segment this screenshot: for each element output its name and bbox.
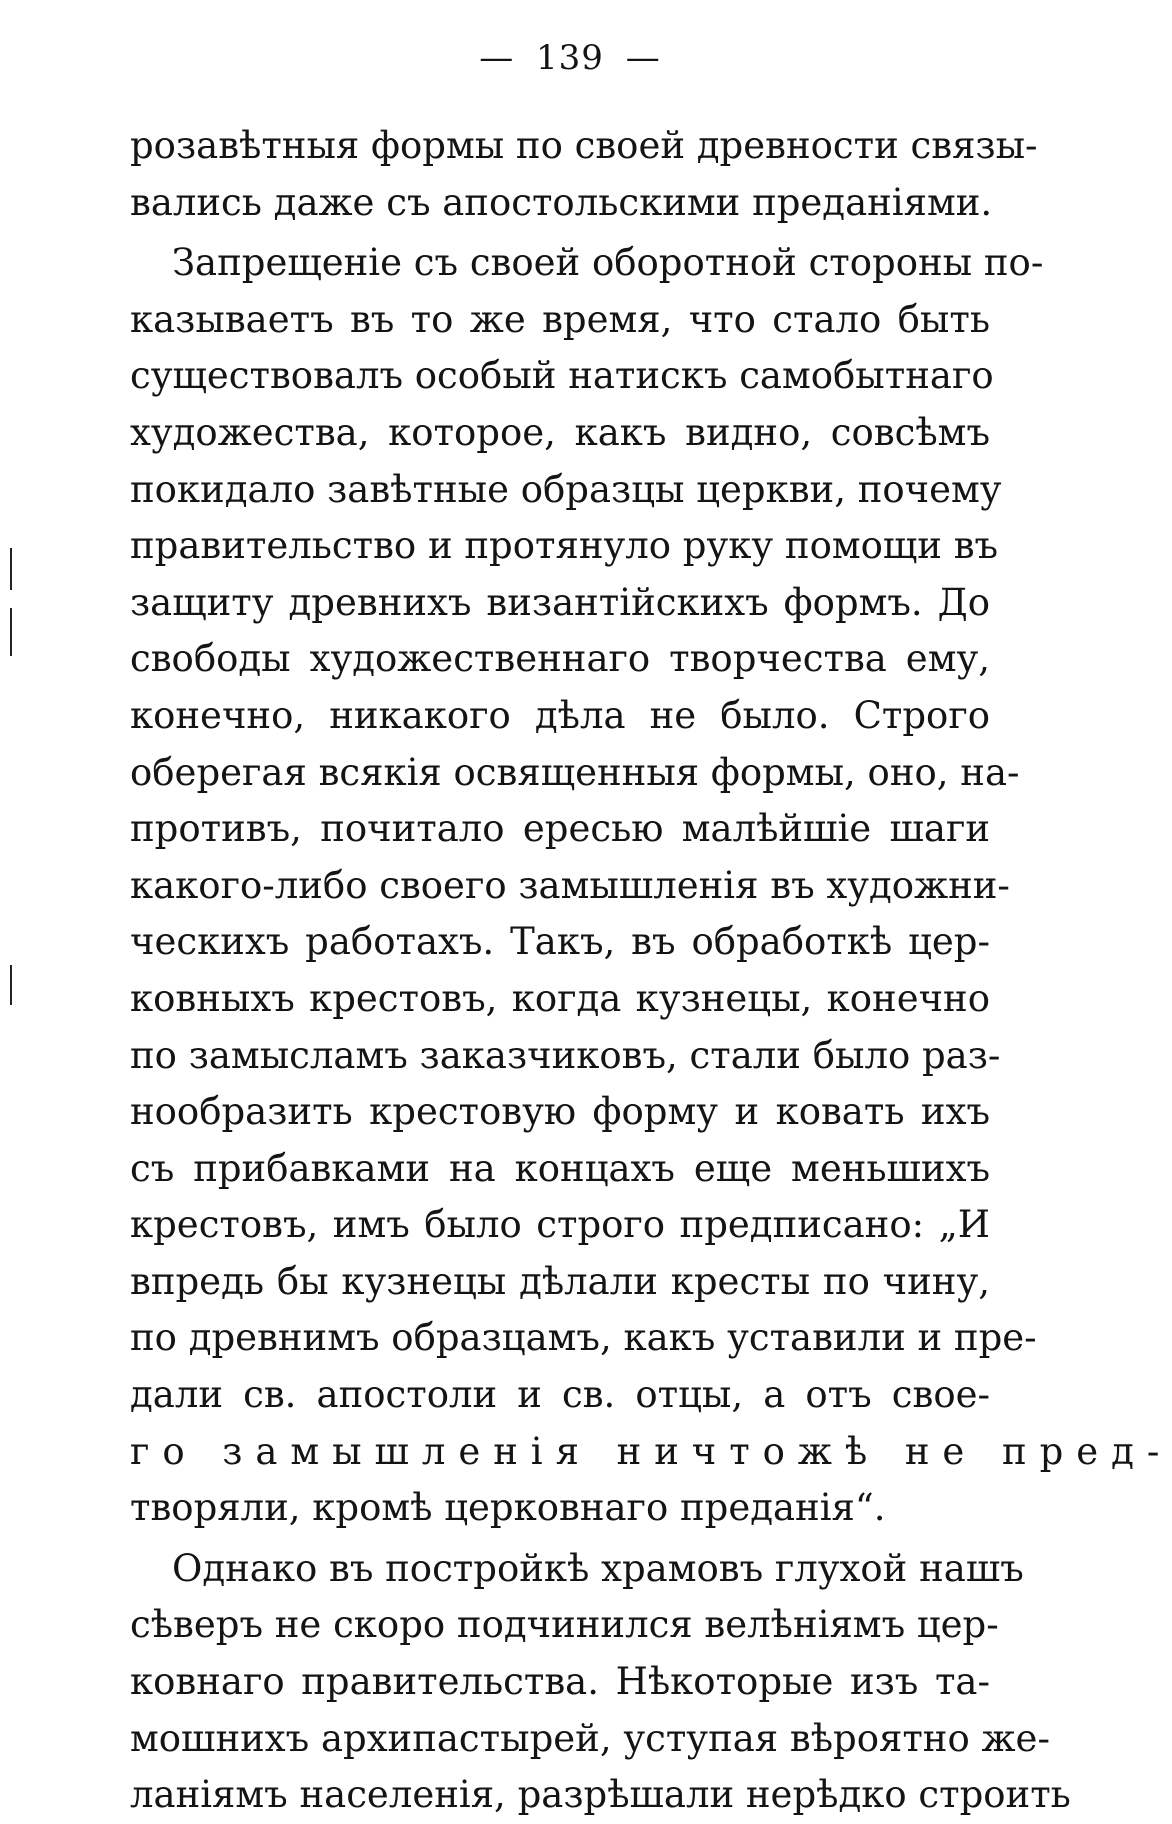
- text-line: свободы художественнаго творчества ему,: [130, 637, 990, 681]
- page-header: [0, 38, 1140, 78]
- text-line: защиту древнихъ византійскихъ формъ. До: [130, 580, 990, 624]
- paragraph-3: [130, 1541, 1071, 1824]
- text-line: мошнихъ архипастырей, уступая вѣроятно же-: [130, 1716, 1050, 1760]
- text-line: оберегая всякія освященныя формы, оно, на-: [130, 750, 1020, 794]
- text-line: розавѣтныя формы по своей древности связы-: [130, 124, 1038, 167]
- text-line: существовалъ особый натискъ самобытнаго: [130, 354, 994, 398]
- text-line: ковнаго правительства. Нѣкоторые изъ та-: [130, 1660, 990, 1704]
- text-line: конечно, никакого дѣла не было. Строго: [130, 693, 990, 737]
- text-line: противъ, почитало ересью малѣйшіе шаги: [130, 807, 990, 851]
- text-line: художества, которое, какъ видно, совсѣмъ: [130, 410, 990, 454]
- text-line: ланіямъ населенія, разрѣшали нерѣдко строить: [130, 1773, 1071, 1817]
- text-line: съ прибавками на концахъ еще меньшихъ: [130, 1146, 990, 1190]
- margin-mark: [10, 548, 12, 590]
- text-line: крестовъ, имъ было строго предписано: „И: [130, 1203, 990, 1247]
- text-line: Запрещеніе съ своей оборотной стороны по-: [172, 241, 1044, 285]
- text-line: по замысламъ заказчиковъ, стали было раз-: [130, 1033, 1001, 1077]
- text-line: творяли, кромѣ церковнаго преданія“.: [130, 1486, 886, 1530]
- text-line: покидало завѣтные образцы церкви, почему: [130, 467, 1002, 511]
- text-line: дали св. апостоли и св. отцы, а отъ свое-: [130, 1373, 990, 1417]
- text-line: ческихъ работахъ. Такъ, въ обработкѣ цер-: [130, 920, 990, 964]
- text-line: казываетъ въ то же время, что стало быть: [130, 297, 990, 341]
- page-number: 139: [536, 38, 604, 78]
- header-dash-left: —: [479, 38, 515, 78]
- text-line: впредь бы кузнецы дѣлали кресты по чину,: [130, 1259, 990, 1303]
- header-dash-right: —: [625, 38, 661, 78]
- paragraph-1: [130, 118, 1038, 231]
- text-line: го замышленія ничтожѣ не пред-: [130, 1429, 1172, 1473]
- text-line: правительство и протянуло руку помощи въ: [130, 524, 999, 568]
- margin-mark: [10, 608, 12, 656]
- text-line: какого-либо своего замышленія въ художни-: [130, 863, 1010, 907]
- text-line: сѣверъ не скоро подчинился велѣніямъ цер-: [130, 1603, 999, 1647]
- text-line: ковныхъ крестовъ, когда кузнецы, конечно: [130, 976, 990, 1020]
- margin-mark: [10, 965, 12, 1005]
- text-line: Однако въ постройкѣ храмовъ глухой нашъ: [172, 1546, 1024, 1590]
- paragraph-2: [130, 235, 1172, 1537]
- text-line: по древнимъ образцамъ, какъ уставили и пре-: [130, 1316, 1037, 1360]
- text-line: нообразить крестовую форму и ковать ихъ: [130, 1090, 990, 1134]
- text-line: вались даже съ апостольскими преданіями.: [130, 180, 993, 224]
- body-text: [130, 118, 1172, 1824]
